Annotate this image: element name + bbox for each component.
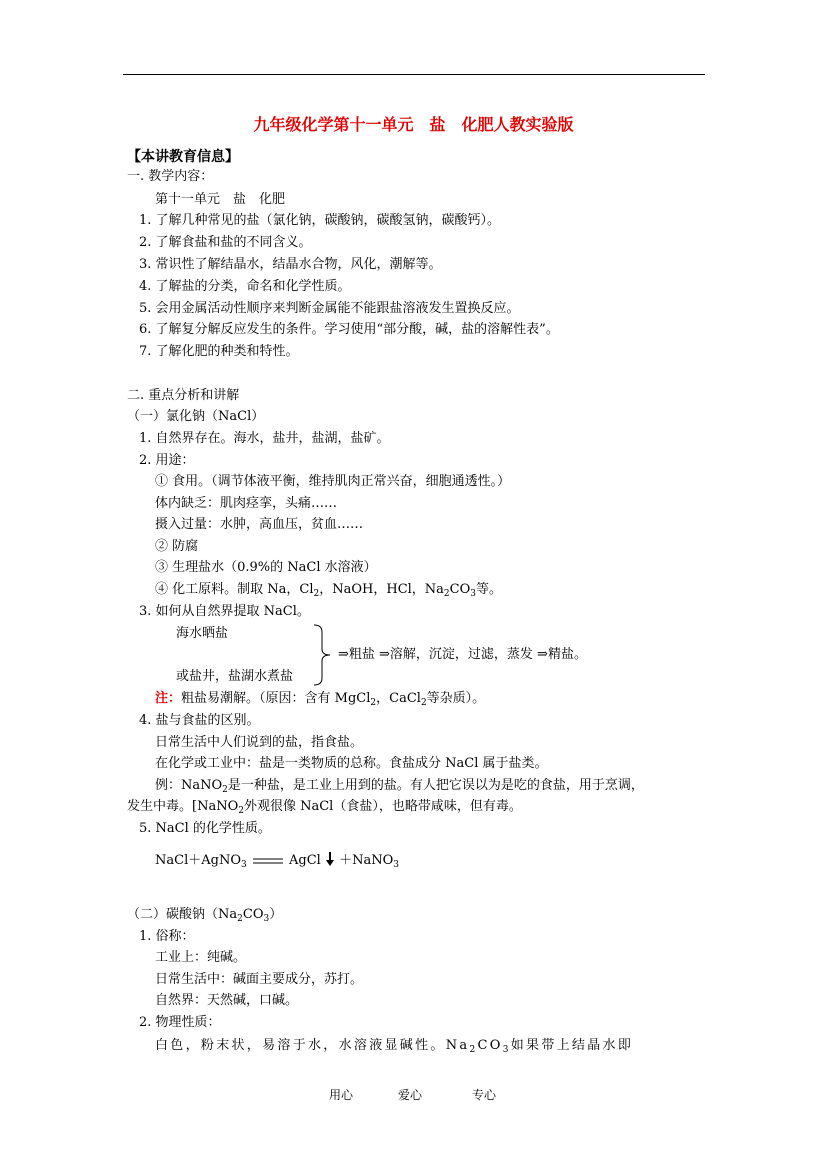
na2co3-heading: （二）碳酸钠$(Na_2CO_3)$: [127, 907, 283, 924]
na2co3-industry: 工业上：纯碱。: [155, 950, 247, 965]
document-title: 九年级化学第十一单元 盐 化肥人教实验版: [253, 115, 574, 134]
part1-subtitle: 第十一单元 盐 化肥: [155, 192, 286, 207]
list-item: 4. 了解盐的分类，命名和化学性质。: [139, 279, 351, 294]
equals-sign-icon: [253, 856, 283, 866]
section-heading: 【本讲教育信息】: [127, 149, 239, 165]
header-rule: [123, 74, 705, 75]
na2co3-physical: 白色，粉末状，易溶于水，水溶液显碱性。$Na_2CO_3$如果带上结晶水即: [155, 1038, 634, 1055]
nacl-item-5: 5. NaCl 的化学性质。: [139, 821, 271, 836]
nacl-item-2: 2. 用途：: [139, 453, 195, 468]
nacl-use-preserve: ② 防腐: [155, 539, 199, 554]
list-item: 1. 了解几种常见的盐（氯化钠，碳酸钠，碳酸氢钠，碳酸钙）。: [139, 213, 501, 228]
nacl-use-saline: ③ 生理盐水（0.9%的 NaCl 水溶液）: [155, 560, 377, 575]
list-item: 5. 会用金属活动性顺序来判断金属能不能跟盐溶液发生置换反应。: [139, 301, 520, 316]
na2co3-daily: 日常生活中：碱面主要成分，苏打。: [155, 972, 364, 987]
nacl-use-chemical: ④ 化工原料。制取 Na，$Cl_2$，NaOH，HCl，$Na_2CO_3$等。: [155, 582, 503, 599]
list-item: 7. 了解化肥的种类和特性。: [139, 344, 299, 359]
salt-daily: 日常生活中人们说到的盐，指食盐。: [155, 735, 364, 750]
nacl-item-3: 3. 如何从自然界提取 NaCl。: [139, 604, 310, 619]
salt-chemistry: 在化学或工业中：盐是一类物质的总称。食盐成分 NaCl 属于盐类。: [155, 756, 548, 771]
salt-example-cont: 发生中毒。[NaNO$_2$外观很像 NaCl（食盐），也略带咸味，但有毒。: [127, 799, 522, 816]
footer-text: 用心: [329, 1088, 354, 1102]
source-brine: 或盐井，盐湖水煮盐: [176, 669, 294, 684]
nacl-item-4: 4. 盐与食盐的区别。: [139, 713, 260, 728]
nacl-use-food: ① 食用。（调节体液平衡，维持肌肉正常兴奋，细胞通透性。）: [155, 474, 511, 489]
footer-text: 专心: [472, 1088, 497, 1102]
salt-example: 例：NaNO$_2$是一种盐，是工业上用到的盐。有人把它误以为是吃的食盐，用于烹调，: [155, 778, 644, 795]
part2-heading: 二. 重点分析和讲解: [127, 388, 240, 403]
refining-flow: ⇒粗盐 ⇒溶解，沉淀，过滤，蒸发 ⇒精盐。: [338, 647, 587, 662]
na2co3-nature: 自然界：天然碱，口碱。: [155, 993, 299, 1008]
list-item: 2. 了解食盐和盐的不同含义。: [139, 235, 312, 250]
footer-text: 爱心: [398, 1088, 423, 1102]
note: 注：粗盐易潮解。（原因：含有 MgCl$_2$，CaCl$_2$等杂质）。: [155, 691, 486, 708]
nacl-deficiency: 体内缺乏：肌肉痉挛，头痛……: [155, 496, 338, 511]
reaction-equation: NaCl＋AgNO$_3$ AgCl ＋NaNO$_3$: [155, 853, 400, 870]
na2co3-item-1: 1. 俗称：: [139, 929, 195, 944]
nacl-excess: 摄入过量：水肿，高血压，贫血……: [155, 517, 364, 532]
na2co3-item-2: 2. 物理性质：: [139, 1015, 221, 1030]
source-seawater: 海水晒盐: [176, 626, 229, 641]
nacl-heading: （一）氯化钠（NaCl）: [127, 409, 265, 424]
precipitate-arrow-icon: [325, 852, 335, 866]
brace-icon: [312, 624, 334, 686]
nacl-item-1: 1. 自然界存在。海水，盐井，盐湖，盐矿。: [139, 431, 390, 446]
list-item: 6. 了解复分解反应发生的条件。学习使用“部分酸，碱，盐的溶解性表”。: [139, 322, 559, 337]
part1-heading: 一. 教学内容：: [127, 169, 214, 184]
list-item: 3. 常识性了解结晶水，结晶水合物，风化，潮解等。: [139, 257, 442, 272]
